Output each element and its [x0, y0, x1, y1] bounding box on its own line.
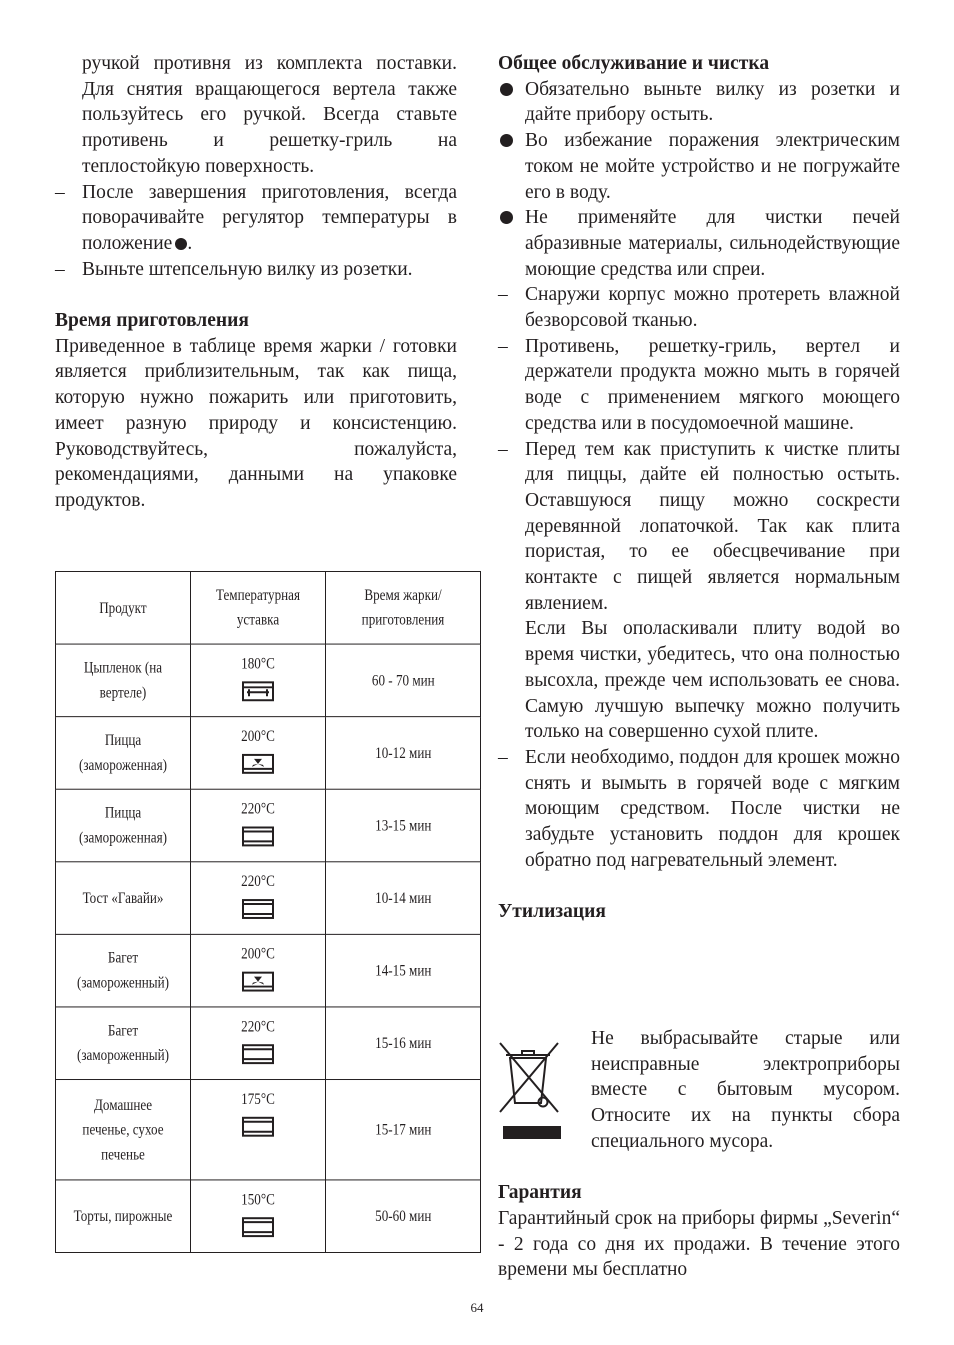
table-row	[56, 862, 481, 935]
cell-temperature: 220°C	[241, 800, 275, 818]
disposal-text: Не выбрасывайте старые или неисправные электроприборы вместе с бытовым мусором. Относите их на пункты сбора специального мусора. Гарантия Гарантийный срок на приборы фирмы „Severin“ - 2 года со дня их продажи. В течение этого времени мы бесплатно	[591, 1026, 900, 1283]
dash-marker: –	[498, 335, 508, 357]
dash-item: – Снаружи корпус можно протереть влажной безворсовой тканью.	[498, 284, 900, 332]
heading-cooking-time: Время приготовления	[55, 310, 249, 332]
cell-temperature: 175°C	[241, 1090, 275, 1108]
weee-crossed-bin-icon	[498, 1038, 563, 1143]
cell-time: 50-60 мин	[374, 1207, 432, 1225]
dash-item-text: Выньте штепсельную вилку из розетки.	[82, 258, 413, 280]
paragraph-warranty: Гарантийный срок на приборы фирмы „Severin“ - 2 года со дня их продажи. В течение этого времени мы бесплатно	[498, 1207, 900, 1281]
dash-marker: –	[498, 746, 508, 768]
header-temperature: Температурная уставка	[215, 586, 301, 629]
cell-time: 15-16 мин	[374, 1034, 432, 1052]
dash-item-text: После завершения приготовления, всегда поворачивайте регулятор температуры в положение	[82, 181, 457, 254]
bullet-item: Во избежание поражения электрическим током не мойте устройство и не погружайте его в воду.	[498, 128, 900, 205]
cell-temperature: 200°C	[241, 945, 275, 963]
heading-warranty: Гарантия	[498, 1182, 582, 1204]
dash-item: – Перед тем как приступить к чистке плиты для пиццы, дайте ей полностью остыть. Оставшуюся пищу можно соскрести деревянной лопаточкой. Так как плита пористая, то ее обесцвечивание при контакте с пищей является нормальным явлением.	[498, 438, 900, 614]
cell-temperature: 150°C	[241, 1191, 275, 1209]
table-row	[56, 1080, 481, 1180]
cell-product: Домашнее печенье, сухое печенье	[82, 1096, 164, 1164]
cell-time: 13-15 мин	[374, 817, 432, 834]
off-position-dot-icon	[175, 238, 187, 250]
left-column	[55, 51, 457, 514]
top-bottom-heat-icon	[241, 897, 275, 921]
table-row	[56, 644, 481, 717]
heading-disposal: Утилизация	[498, 901, 606, 923]
header-product: Продукт	[99, 599, 147, 617]
fan-oven-icon	[241, 970, 275, 994]
table-header-row	[56, 571, 481, 644]
dash-marker: –	[498, 284, 508, 306]
cell-time: 10-14 мин	[374, 889, 432, 907]
cell-product: Цыпленок (на вертеле)	[83, 659, 163, 702]
table-row	[56, 789, 481, 862]
cell-time: 10-12 мин	[374, 744, 432, 762]
cooking-time-table	[55, 571, 481, 1253]
cell-time: 14-15 мин	[374, 962, 432, 980]
top-bottom-heat-icon	[241, 1115, 275, 1139]
table-row	[56, 1007, 481, 1080]
top-bottom-heat-icon	[241, 1042, 275, 1066]
header-time: Время жарки/ приготовления	[361, 586, 445, 629]
dash-item-unplug	[55, 257, 457, 283]
dash-marker: –	[498, 438, 508, 460]
cell-temperature: 220°C	[241, 873, 275, 891]
paragraph-pizza-stone-dry: Если Вы ополаскивали плиту водой во время чистки, убедитесь, что она полностью высохла, прежде чем использовать ее снова. Самую лучшую выпечку можно получить только на совершенно сухой плите.	[525, 618, 900, 743]
cell-time: 60 - 70 мин	[371, 671, 435, 689]
dash-marker: –	[55, 181, 65, 203]
page-number: 64	[470, 1300, 484, 1315]
dash-item: – Если необходимо, поддон для крошек можно снять и вымыть в горячей воде с мягким моющим средством. После чистки не забудьте установить поддон для крошек обратно под нагревательный элемент.	[498, 746, 900, 871]
dash-marker: –	[55, 258, 65, 280]
table-row	[56, 1180, 481, 1253]
dash-item: – Противень, решетку-гриль, вертел и держатели продукта можно мыть в горячей воде с применением мягкого моющего средства или в посудомоечной машине.	[498, 335, 900, 434]
heading-maintenance: Общее обслуживание и чистка	[498, 53, 770, 74]
paragraph-cooking-time: Приведенное в таблице время жарки / готовки является приблизительным, так как пища, которую нужно пожарить или приготовить, имеет разную природу и консистенцию. Руководствуйтесь, пожалуйста, рекомендациями, данными на упаковке продуктов.	[55, 335, 457, 511]
bullet-item: Не применяйте для чистки печей абразивные материалы, сильнодействующие моющие средства или спреи.	[498, 205, 900, 282]
cell-time: 15-17 мин	[374, 1121, 432, 1139]
bullet-dot-icon	[500, 211, 513, 224]
rotisserie-icon	[241, 679, 275, 703]
table-row	[56, 934, 481, 1007]
cell-product: Пицца (замороженная)	[78, 804, 168, 847]
cell-product: Багет (замороженный)	[77, 949, 169, 992]
table-row	[56, 717, 481, 790]
bullet-dot-icon	[500, 83, 513, 96]
cell-temperature: 180°C	[241, 655, 275, 673]
fan-oven-icon	[241, 752, 275, 776]
top-bottom-heat-icon	[241, 1215, 275, 1239]
bullet-dot-icon	[500, 134, 513, 147]
paragraph-tray-handle: ручкой противня из комплекта поставки. Для снятия вращающегося вертела также пользуйтесь его ручкой. Всегда ставьте противень и решетку-гриль на теплостойкую поверхность.	[82, 53, 457, 177]
cell-product: Багет (замороженный)	[77, 1022, 169, 1065]
cell-product: Тост «Гавайи»	[82, 889, 164, 907]
bullet-item: Обязательно выньте вилку из розетки и дайте прибору остыть.	[498, 77, 900, 128]
right-column	[498, 51, 900, 925]
cell-temperature: 200°C	[241, 728, 275, 745]
cell-product: Пицца (замороженная)	[78, 732, 168, 774]
dash-item-temperature: – После завершения приготовления, всегда поворачивайте регулятор температуры в положение .	[55, 181, 457, 254]
cell-product: Торты, пирожные	[73, 1207, 173, 1225]
cell-temperature: 220°C	[241, 1018, 275, 1036]
top-bottom-heat-icon	[241, 825, 275, 849]
